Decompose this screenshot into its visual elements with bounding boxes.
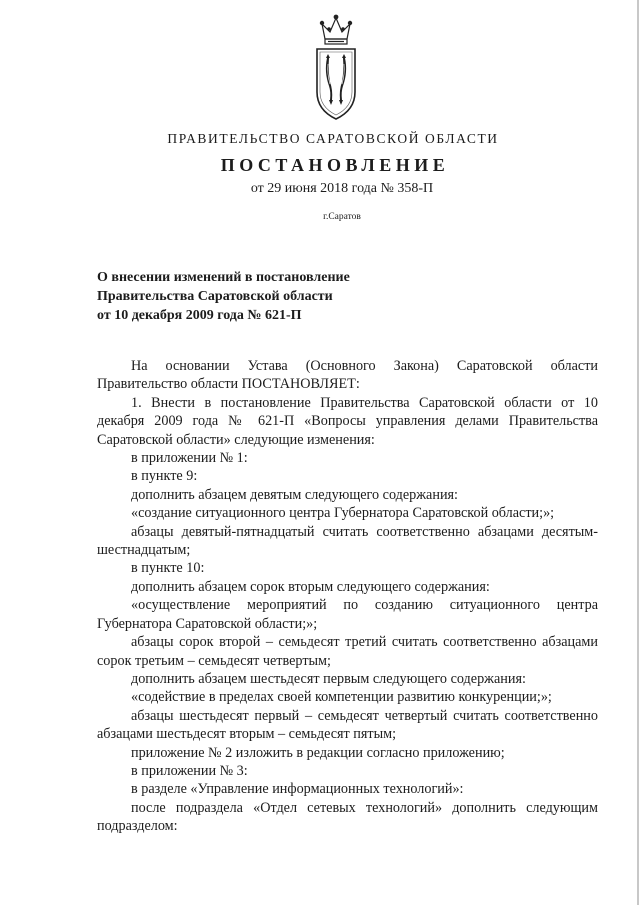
paragraph: абзацы сорок второй – семьдесят третий считать соответственно абзацами сорок третьим – семьдесят четвертым; <box>97 634 598 669</box>
paragraph: дополнить абзацем сорок вторым следующего содержания: <box>131 578 490 595</box>
city: г.Саратов <box>323 212 361 222</box>
paragraph: «содействие в пределах своей компетенции развитию конкуренции;»; <box>131 689 552 706</box>
paragraph: в разделе «Управление информационных технологий»: <box>131 781 464 798</box>
paragraph: приложение № 2 изложить в редакции согласно приложению; <box>131 744 505 761</box>
government-name: ПРАВИТЕЛЬСТВО САРАТОВСКОЙ ОБЛАСТИ <box>167 131 499 146</box>
decree-date-number: от 29 июня 2018 года № 358-П <box>250 181 434 196</box>
paragraph: дополнить абзацем девятым следующего содержания: <box>131 486 459 503</box>
paragraph: 1. Внести в постановление Правительства Саратовской области от 10 декабря 2009 года № 621-П «Вопросы управления делами Правительства Саратовской области» следующие изменения: <box>97 394 598 448</box>
paragraph: «создание ситуационного центра Губернатора Саратовской области;»; <box>131 505 555 522</box>
paragraph: после подраздела «Отдел сетевых технологий» дополнить следующим подразделом: <box>97 799 598 835</box>
paragraph: в приложении № 1: <box>131 450 248 467</box>
paragraph: «осуществление мероприятий по созданию ситуационного центра Губернатора Саратовской области;»; <box>97 597 598 632</box>
document-body <box>97 357 598 836</box>
subject-line: от 10 декабря 2009 года № 621-П <box>97 308 302 323</box>
paragraph: абзацы шестьдесят первый – семьдесят четвертый считать соответственно абзацами шестьдесят вторым – семьдесят пятым; <box>97 707 598 743</box>
paragraph: в приложении № 3: <box>131 762 248 779</box>
subject-line: Правительства Саратовской области <box>97 289 333 304</box>
document-title: ПОСТАНОВЛЕНИЕ <box>220 155 450 175</box>
paragraph: абзацы девятый-пятнадцатый считать соответственно абзацами десятым-шестнадцатым; <box>97 523 598 559</box>
subject-line: О внесении изменений в постановление <box>97 270 350 285</box>
decree-subject <box>97 268 427 325</box>
paragraph: в пункте 10: <box>131 560 205 577</box>
paragraph: дополнить абзацем шестьдесят первым следующего содержания: <box>131 670 526 687</box>
paragraph: На основании Устава (Основного Закона) Саратовской области Правительство области ПОСТАНОВЛЯЕТ: <box>97 358 598 393</box>
paragraph: в пункте 9: <box>131 468 198 485</box>
saratov-coat-of-arms-icon <box>308 12 364 124</box>
